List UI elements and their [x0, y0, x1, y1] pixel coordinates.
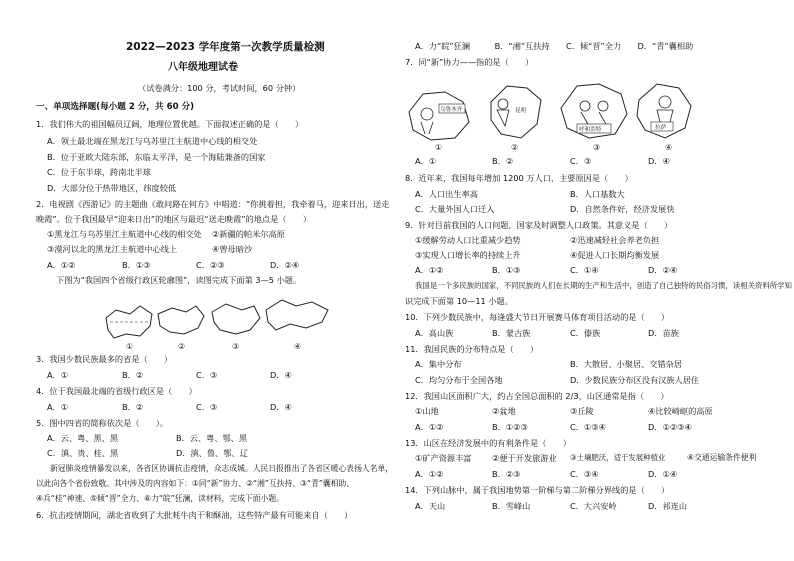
option: C．均匀分布于全国各地	[415, 375, 503, 385]
option: B．大散居、小聚居、交错杂居	[570, 359, 683, 369]
question-5: 5．图中四省的简称依次是（ ）。	[36, 418, 169, 428]
option: C．③	[196, 370, 218, 380]
statement: ①黑龙江与乌苏里江主航道中心线的相交处	[47, 229, 202, 239]
exam-subtitle: 八年级地理试卷	[168, 62, 238, 73]
picture-2-city: 昆明	[515, 108, 527, 114]
option: D．大部分位于热带地区，纬度较低	[47, 183, 177, 193]
option: B．②	[122, 402, 144, 412]
picture-4-label: ④	[665, 143, 673, 152]
option: A．高山族	[415, 328, 454, 338]
passage: 新冠肺炎疫情暴发以来，各省区协调抗击疫情，众志成城。人民日报推出了各省区暖心表扬人名单，	[50, 464, 394, 473]
picture-1-label: ①	[435, 143, 443, 152]
map-label-1: ①	[126, 342, 134, 351]
option: A．集中分布	[415, 359, 462, 369]
section-heading: 一、单项选择题(每小题 2 分，共 60 分)	[36, 102, 195, 112]
statement: ③丘陵	[570, 406, 594, 416]
question-2-cont: 晚霞”。位于我国最早“迎来日出”的地区与最迟“送走晚霞”的地点是（ ）	[36, 214, 312, 224]
option: B．②	[122, 370, 144, 380]
province-3-outline	[212, 304, 260, 334]
option: D．祁连山	[648, 501, 688, 511]
statement: ③土壤肥沃，适于发展种植业	[570, 453, 666, 462]
picture-3-city: 呼和浩特	[579, 127, 602, 133]
option: C．③	[570, 156, 592, 166]
statement: ④曾母暗沙	[212, 244, 253, 254]
question-8: 8．近年来，我国每年增加 1200 万人口，主要原因是（ ）	[405, 173, 633, 183]
option: D．苗族	[648, 328, 679, 338]
option: A．①②	[47, 260, 76, 270]
option: A．天山	[415, 501, 446, 511]
option: D．②④	[648, 265, 678, 275]
option: A．人口出生率高	[415, 189, 478, 199]
option: C．大量外国人口迁入	[415, 204, 495, 214]
province-outline-map	[100, 292, 340, 352]
option: C．位于东半球，跨南北半球	[47, 167, 151, 177]
passage: ④兵“桂”神速、⑤倾“晋”全力、⑥力“皖”狂澜，读材料，完成下面小题。	[36, 494, 284, 503]
option: A．领土最北端在黑龙江与乌苏里江主航道中心线的相交处	[47, 136, 258, 146]
map-intro: 下图为“我国四个省级行政区轮廓图”，读图完成下面第 3—5 小题。	[56, 275, 302, 285]
province-4-outline	[266, 300, 328, 330]
option: B．②	[492, 156, 514, 166]
option: A．①②	[415, 469, 444, 479]
question-10: 10．下列少数民族中，每逢盛大节日开展赛马体育项目活动的是（ ）	[405, 312, 670, 322]
option: D．④	[270, 402, 292, 412]
option: B．①③	[492, 265, 521, 275]
statement: ③实现人口增长率的持续上升	[415, 250, 521, 260]
statement: ②新疆的帕米尔高原	[212, 229, 285, 239]
option: D．①④	[648, 469, 678, 479]
picture-1	[409, 92, 469, 152]
option: B．②③	[492, 469, 521, 479]
option: D．少数民族分布区没有汉族人居住	[570, 375, 700, 385]
option: D．④	[648, 156, 670, 166]
question-7: 7．同“新”协力——指的是（ ）	[405, 57, 534, 67]
picture-2	[491, 86, 541, 152]
option: C．滇、贵、桂、黑	[47, 448, 119, 458]
question-3: 3．我国少数民族最多的省是（ ）	[36, 354, 173, 364]
option: D．④	[270, 370, 292, 380]
option: C．③	[196, 402, 218, 412]
statement: ④促进人口长期均衡发展	[570, 250, 660, 260]
statement: ②盆地	[492, 406, 516, 416]
option: B．蒙古族	[492, 328, 531, 338]
option: D．滇、鲁、鄂、辽	[176, 448, 248, 458]
question-11: 11．我国民族的分布特点是（ ）	[405, 344, 539, 354]
option: A．①②	[415, 422, 444, 432]
province-2-outline	[158, 306, 204, 334]
statement: ③漠河以北的黑龙江主航道中心线上	[47, 244, 178, 254]
question-2: 2．电视剧《西游记》的主题曲《敢问路在何方》中唱道：“你挑着担，我牵着马，迎来日出，送走	[36, 199, 390, 209]
option: A．云、粤、黑、黑	[47, 433, 119, 443]
option: C．①③④	[570, 422, 606, 432]
option: C．①④	[570, 265, 599, 275]
option: A．①	[415, 156, 437, 166]
option: B．①②③	[492, 422, 528, 432]
option: C．②③	[196, 260, 225, 270]
passage: 我国是一个多民族的国家，不同民族的人们在长期的生产和生活中，创造了自己独特的民俗习惯，读相关资料所学知	[415, 281, 792, 290]
question-12: 12．我国山区面积广大，约占全国总面积的 2/3，山区通常是指（ ）	[405, 391, 669, 401]
right-column	[397, 0, 794, 561]
option: B．位于亚欧大陆东部，东临太平洋，是一个海陆兼备的国家	[47, 152, 266, 162]
option: D．自然条件好，经济发展快	[570, 204, 675, 214]
statement: ②迅速减轻社会养老负担	[570, 235, 660, 245]
passage: 识完成下面第 10—11 小题。	[405, 296, 513, 306]
picture-3	[561, 84, 627, 152]
statement: ④交通运输条件便利	[687, 453, 757, 462]
picture-1-city: 乌鲁木齐	[440, 107, 463, 113]
statement: ①缓解劳动人口比重减少趋势	[415, 235, 521, 245]
option: B．①③	[122, 260, 151, 270]
question-13: 13．山区在经济发展中的有利条件是（ ）	[405, 438, 571, 448]
question-4: 4．位于我国最北端的省级行政区是（ ）	[36, 386, 197, 396]
picture-3-label: ③	[593, 143, 601, 152]
passage: 以此向各个省份致敬。其中涉及的内容如下：①同“新”协力、②“湘”互扶持、③“青”囊相助、	[36, 479, 355, 488]
question-6-options: A．力“皖”狂澜 B．“湘”互扶持 C．倾“晋”全力 D．“青”囊相助	[415, 41, 694, 51]
picture-4-city: 拉萨	[655, 125, 667, 131]
exam-meta: （试卷满分：100 分，考试时间，60 分钟）	[138, 83, 301, 93]
option: B．雪峰山	[492, 501, 531, 511]
option: D．②④	[270, 260, 300, 270]
picture-4	[637, 84, 691, 152]
option: C．大兴安岭	[570, 501, 617, 511]
map-label-4: ④	[294, 342, 302, 351]
picture-2-label: ②	[511, 143, 519, 152]
question-1: 1．我们伟大的祖国幅员辽阔，地理位置优越。下面叙述正确的是（ ）	[36, 119, 304, 129]
exam-title: 2022—2023 学年度第一次教学质量检测	[126, 41, 325, 53]
option: B．云、粤、鄂、黑	[176, 433, 248, 443]
statement: ④比较崎岖的高原	[648, 406, 713, 416]
option: C．傣族	[570, 328, 601, 338]
question-7-pictures	[405, 72, 695, 152]
map-label-2: ②	[178, 342, 186, 351]
statement: ②便于开发旅游业	[492, 453, 557, 463]
statement: ①山地	[415, 406, 439, 416]
option: D．①②③④	[648, 422, 692, 432]
question-9: 9．针对目前我国的人口问题，国家及时调整人口政策。其意义是（ ）	[405, 220, 673, 230]
option: C．③④	[570, 469, 599, 479]
option: A．①	[47, 402, 69, 412]
question-6: 6．抗击疫情期间，湖北省收到了大批耗牛肉干和酥油，这些特产最有可能来自（ ）	[36, 510, 353, 520]
statement: ①矿产资源丰富	[415, 453, 472, 463]
question-14: 14．下列山脉中，属于我国地势第一阶梯与第二阶梯分界线的是（ ）	[405, 485, 670, 495]
option: A．①②	[415, 265, 444, 275]
option: A．①	[47, 370, 69, 380]
map-label-3: ③	[232, 342, 240, 351]
option: B．人口基数大	[570, 189, 625, 199]
